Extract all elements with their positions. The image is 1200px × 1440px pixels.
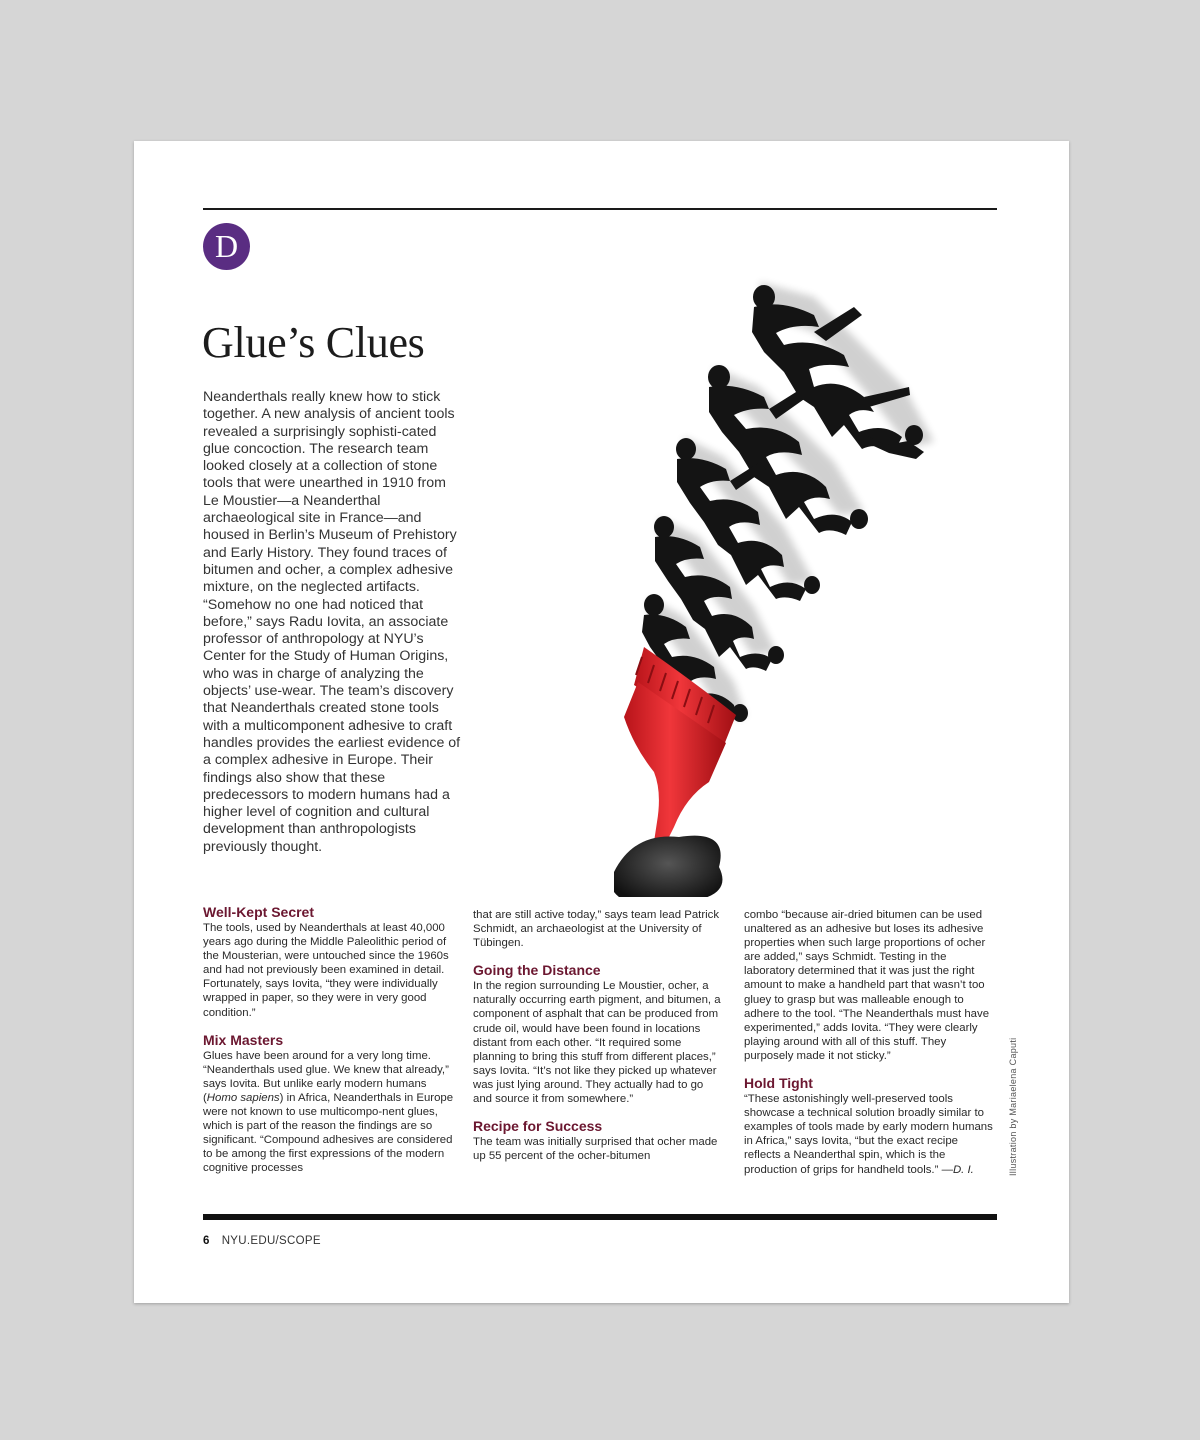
magazine-page — [134, 141, 1069, 1303]
section-body-continued: that are still active today,” says team lead Patrick Schmidt, an archaeologist at the University of Tübingen. — [473, 909, 720, 950]
section-heading: Going the Distance — [473, 962, 601, 979]
section-badge: D — [203, 223, 250, 270]
section-body: Glues have been around for a very long time. “Neanderthals used glue. We knew that already,” says Iovita. But unlike early modern humans (Homo sapiens) in Africa, Neanderthals in Europe were not known to use multicompo-nent glues, which is part of the reason the findings are so significant. “Compound adhesives are considered to be among the first expressions of the modern cognitive processes — [203, 1049, 454, 1175]
section-body: “These astonishingly well-preserved tools showcase a technical solution broadly similar to examples of tools made by early modern humans in Africa,” says Iovita, “but the exact recipe reflects a Neanderthal spin, which is the production of grips for handheld tools.” —D. I. — [744, 1093, 993, 1176]
section-heading: Hold Tight — [744, 1075, 813, 1092]
article-title: Glue’s Clues — [202, 318, 425, 367]
illustration-credit: Illustration by Mariaelena Caputi — [1008, 1037, 1018, 1176]
column-1 — [203, 904, 455, 1188]
section-heading: Recipe for Success — [473, 1118, 603, 1135]
column-2 — [473, 908, 725, 1175]
glue-bottle-illustration — [514, 237, 954, 897]
glue-puddle — [614, 836, 722, 897]
section-body: The team was initially surprised that ocher made up 55 percent of the ocher-bitumen — [473, 1136, 718, 1163]
page-footer — [203, 1235, 321, 1247]
section-body-continued: combo “because air-dried bitumen can be used unaltered as an adhesive but loses its adhesive properties when such large proportions of ocher are added,” says Schmidt. Testing in the laboratory determined that it was just the right amount to make a handheld part that wasn’t too gluey to grasp but was malleable enough to adhere to the tool. “The Neanderthals must have experimented,” adds Iovita. “They were clearly playing around with all of this stuff. They purposely made it not sticky.” — [744, 909, 990, 1062]
intro-paragraph: Neanderthals really knew how to stick together. A new analysis of ancient tools revealed a surprisingly sophisti-cated glue concoction. The research team looked closely at a collection of stone tools that were unearthed in 1910 from Le Moustier—a Neanderthal archaeological site in France—and housed in Berlin’s Museum of Prehistory and Early History. They found traces of bitumen and ocher, a complex adhesive mixture, on the neglected artifacts. “Somehow no one had noticed that before,” says Radu Iovita, an associate professor of anthropology at NYU’s Center for the Study of Human Origins, who was in charge of analyzing the objects’ use-wear. The team’s discovery that Neanderthals created stone tools with a multicomponent adhesive to craft handles provides the earliest evidence of a complex adhesive in Europe. Their findings also show that these predecessors to modern humans had a higher level of cognition and cultural development than anthropologists previously thought. — [203, 389, 461, 855]
section-body: The tools, used by Neanderthals at least 40,000 years ago during the Middle Paleolithic period of the Mousterian, were untouched since the 1960s and had not previously been examined in detail. Fortunately, says Iovita, “they were individually wrapped in paper, so they were in very good condition.” — [203, 922, 449, 1019]
section-body: In the region surrounding Le Moustier, ocher, a naturally occurring earth pigment, and bitumen, a component of asphalt that can be produced from crude oil, would have been found in locations distant from each other. “It required some planning to bring this stuff from different places,” says Iovita. “It’s not like they picked up whatever was just lying around. They actually had to go and source it from somewhere.” — [473, 980, 721, 1106]
column-3 — [744, 908, 996, 1189]
page-number: 6 — [203, 1235, 210, 1247]
silhouette-figures — [642, 285, 924, 722]
footer-site-link[interactable]: NYU.EDU/SCOPE — [221, 1235, 321, 1247]
top-rule — [203, 208, 997, 210]
bottom-rule — [203, 1214, 997, 1220]
section-heading: Mix Masters — [203, 1031, 284, 1048]
section-heading: Well-Kept Secret — [203, 904, 314, 920]
